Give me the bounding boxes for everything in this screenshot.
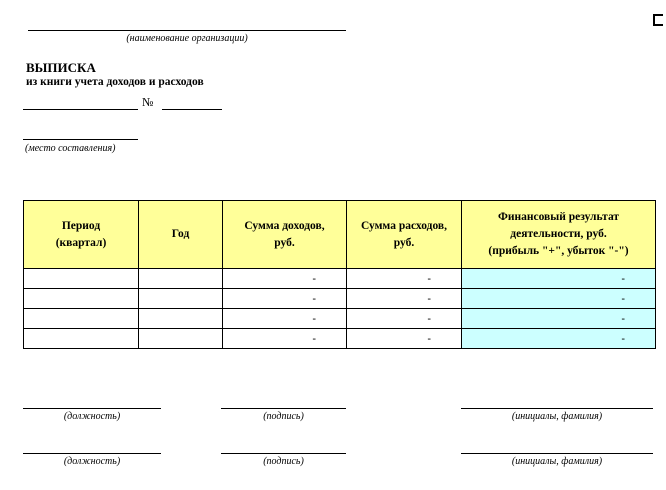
table-row	[24, 269, 656, 289]
cell-income[interactable]: -	[223, 309, 347, 329]
cell-period[interactable]	[24, 329, 139, 349]
doc-date-line[interactable]	[23, 109, 138, 110]
place-line[interactable]	[23, 139, 138, 140]
cell-expense[interactable]: -	[347, 329, 462, 349]
name-caption: (инициалы, фамилия)	[511, 456, 603, 467]
cell-expense[interactable]: -	[347, 269, 462, 289]
cell-expense[interactable]: -	[347, 289, 462, 309]
name-line[interactable]	[461, 453, 653, 454]
cell-year[interactable]	[139, 269, 223, 289]
name-line[interactable]	[461, 408, 653, 409]
corner-mark	[653, 14, 663, 26]
cell-period[interactable]	[24, 309, 139, 329]
header-period: Период (квартал)	[24, 201, 139, 269]
cell-year[interactable]	[139, 309, 223, 329]
signature-caption: (подпись)	[263, 456, 304, 467]
document-subtitle: из книги учета доходов и расходов	[26, 76, 204, 88]
cell-result: -	[462, 269, 656, 289]
org-name-caption: (наименование организации)	[126, 33, 248, 44]
number-sign: №	[142, 95, 154, 109]
org-name-line[interactable]	[28, 30, 346, 31]
table-header-row	[24, 201, 656, 269]
cell-income[interactable]: -	[223, 289, 347, 309]
header-income: Сумма доходов, руб.	[223, 201, 347, 269]
table-row	[24, 329, 656, 349]
cell-result: -	[462, 289, 656, 309]
position-caption: (должность)	[63, 411, 121, 422]
cell-income[interactable]: -	[223, 329, 347, 349]
document-title: ВЫПИСКА	[26, 60, 96, 75]
header-expense: Сумма расходов, руб.	[347, 201, 462, 269]
position-line[interactable]	[23, 408, 161, 409]
income-expense-table	[23, 200, 656, 349]
cell-result: -	[462, 309, 656, 329]
signature-line[interactable]	[221, 453, 346, 454]
cell-year[interactable]	[139, 329, 223, 349]
cell-result: -	[462, 329, 656, 349]
signature-caption: (подпись)	[263, 411, 304, 422]
position-caption: (должность)	[63, 456, 121, 467]
cell-period[interactable]	[24, 289, 139, 309]
cell-year[interactable]	[139, 289, 223, 309]
position-line[interactable]	[23, 453, 161, 454]
cell-expense[interactable]: -	[347, 309, 462, 329]
doc-number-line[interactable]	[162, 109, 222, 110]
table-row	[24, 289, 656, 309]
place-caption: (место составления)	[25, 143, 116, 154]
signature-line[interactable]	[221, 408, 346, 409]
header-year: Год	[139, 201, 223, 269]
cell-period[interactable]	[24, 269, 139, 289]
cell-income[interactable]: -	[223, 269, 347, 289]
name-caption: (инициалы, фамилия)	[511, 411, 603, 422]
table-row	[24, 309, 656, 329]
header-result: Финансовый результат деятельности, руб. (прибыль "+", убыток "-")	[462, 201, 656, 269]
